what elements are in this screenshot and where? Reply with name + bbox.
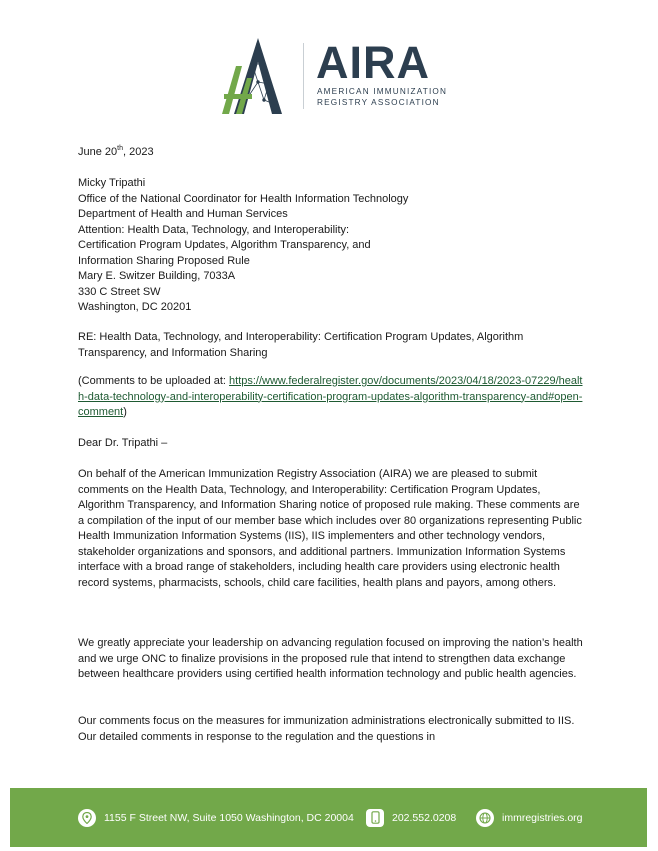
footer-address bbox=[78, 788, 354, 847]
paragraph-comments-focus: Our comments focus on the measures for immunization administrations electronically submitted to IIS. Our detailed comments in response to the regulation and the questions in bbox=[78, 715, 575, 743]
date-suffix: th bbox=[117, 145, 123, 152]
address-line: Office of the National Coordinator for Health Information Technology bbox=[78, 192, 409, 205]
address-line: Micky Tripathi bbox=[78, 177, 146, 189]
re-line: RE: Health Data, Technology, and Interoperability: Certification Program Updates, Algorithm Transparency, and Information Sharing bbox=[78, 331, 524, 359]
salutation: Dear Dr. Tripathi – bbox=[78, 437, 168, 449]
footer-phone[interactable] bbox=[366, 788, 456, 847]
address-line: 330 C Street SW bbox=[78, 285, 161, 298]
footer-website-text: immregistries.org bbox=[502, 811, 583, 824]
letter-date bbox=[78, 145, 584, 161]
comments-suffix: ) bbox=[123, 406, 127, 418]
address-line: Washington, DC 20201 bbox=[78, 301, 192, 313]
address-line: Certification Program Updates, Algorithm Transparency, and bbox=[78, 239, 371, 251]
logo-tagline bbox=[317, 87, 447, 108]
footer-phone-text: 202.552.0208 bbox=[392, 811, 457, 824]
address-line: Department of Health and Human Services bbox=[78, 208, 288, 220]
footer-address-text: 1155 F Street NW, Suite 1050 Washington, DC 20004 bbox=[104, 811, 354, 824]
globe-icon bbox=[476, 809, 494, 827]
logo-tagline-line2: REGISTRY ASSOCIATION bbox=[317, 97, 440, 107]
federal-register-link[interactable]: https://www.federalregister.gov/documents/2023/04/18/2023-07229/health-data-technology-and-interoperability-certification-program-updates-algorithm-transparency-and#open-comment bbox=[78, 375, 583, 418]
date-year: , 2023 bbox=[123, 146, 154, 158]
date-main: June 20 bbox=[78, 146, 118, 158]
logo-divider bbox=[303, 43, 304, 109]
recipient-address bbox=[78, 176, 584, 316]
address-line: Attention: Health Data, Technology, and Interoperability: bbox=[78, 223, 350, 236]
footer-website[interactable] bbox=[476, 788, 583, 847]
phone-icon bbox=[366, 809, 384, 827]
logo-name: AIRA bbox=[316, 37, 430, 88]
footer-bar bbox=[10, 788, 647, 847]
comments-prefix: (Comments to be uploaded at: bbox=[78, 375, 230, 387]
paragraph-appreciation: We greatly appreciate your leadership on advancing regulation focused on improving the nation’s health and we urge ONC to finalize provisions in the proposed rule that intend to strengthen data exchange between healthcare providers using certified health information technology and public health agencies. bbox=[78, 637, 583, 680]
address-line: Information Sharing Proposed Rule bbox=[78, 254, 250, 267]
logo-tagline-line1: AMERICAN IMMUNIZATION bbox=[317, 87, 448, 96]
location-pin-icon bbox=[78, 809, 96, 827]
paragraph-intro: On behalf of the American Immunization Registry Association (AIRA) we are pleased to submit comments on the Health Data, Technology, and Interoperability: Certification Program Updates, Algorithm Transparency, and Information Sharing notice of proposed rule making. These comments are a compilation of the input of our member base which includes over 80 organizations representing Public Health Immunization Information Systems (IIS), IIS implementers and other technology vendors, stakeholder organizations and sponsors, and additional partners. Immunization Information Systems interface with a broad range of stakeholders, including health care providers using electronic health record systems, pharmacists, schools, child care facilities, health plans and payors, among others. bbox=[78, 468, 582, 589]
comments-note bbox=[78, 374, 584, 421]
address-line: Mary E. Switzer Building, 7033A bbox=[78, 270, 236, 282]
